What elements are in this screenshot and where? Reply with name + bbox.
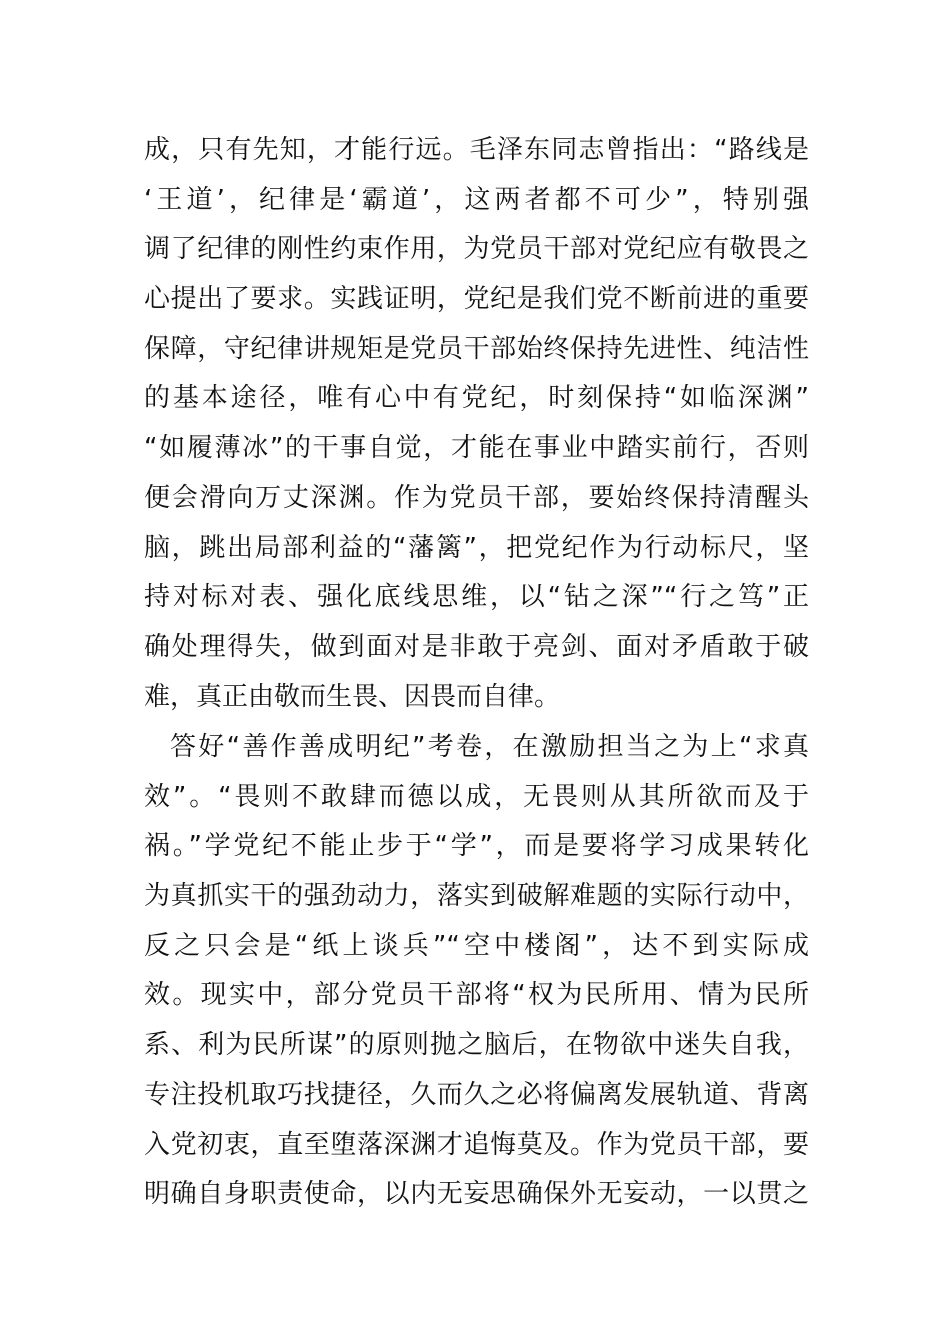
paragraph-1 xyxy=(144,126,809,722)
paragraph-1-line: 调了纪律的刚性约束作用，为党员干部对党纪应有敬畏之 xyxy=(144,234,809,265)
paragraph-2-line: 专注投机取巧找捷径，久而久之必将偏离发展轨道、背离 xyxy=(144,1079,809,1110)
paragraph-2-line: 反之只会是“纸上谈兵”“空中楼阁”，达不到实际成 xyxy=(144,930,809,961)
paragraph-1-line: 的基本途径，唯有心中有党纪，时刻保持“如临深渊” xyxy=(144,383,809,414)
paragraph-1-line: 心提出了要求。实践证明，党纪是我们党不断前进的重要 xyxy=(144,284,809,315)
paragraph-1-line: 保障，守纪律讲规矩是党员干部始终保持先进性、纯洁性 xyxy=(144,333,809,364)
paragraph-2-line: 答好“善作善成明纪”考卷，在激励担当之为上“求真 xyxy=(170,732,809,762)
paragraph-2-line: 为真抓实干的强劲动力，落实到破解难题的实际行动中， xyxy=(144,881,809,912)
paragraph-1-line: 成，只有先知，才能行远。毛泽东同志曾指出：“路线是 xyxy=(144,135,809,165)
paragraph-2-line: 入党初衷，直至堕落深渊才追悔莫及。作为党员干部，要 xyxy=(144,1129,809,1160)
paragraph-1-line: 持对标对表、强化底线思维，以“钻之深”“行之笃”正 xyxy=(144,582,809,613)
paragraph-1-line: ‘王道’，纪律是‘霸道’，这两者都不可少”，特别强 xyxy=(144,184,809,215)
paragraph-1-line: 难，真正由敬而生畏、因畏而自律。 xyxy=(144,681,561,712)
paragraph-2 xyxy=(144,723,809,1220)
paragraph-2-line: 明确自身职责使命，以内无妄思确保外无妄动，一以贯之 xyxy=(144,1179,809,1210)
paragraph-1-line: “如履薄冰”的干事自觉，才能在事业中踏实前行，否则 xyxy=(144,433,809,464)
paragraph-1-line: 确处理得失，做到面对是非敢于亮剑、面对矛盾敢于破 xyxy=(144,631,809,662)
paragraph-2-line: 效”。“畏则不敢肆而德以成，无畏则从其所欲而及于 xyxy=(144,781,809,812)
paragraph-2-line: 祸。”学党纪不能止步于“学”，而是要将学习成果转化 xyxy=(144,831,809,862)
paragraph-2-line: 系、利为民所谋”的原则抛之脑后，在物欲中迷失自我， xyxy=(144,1030,809,1061)
paragraph-1-line: 便会滑向万丈深渊。作为党员干部，要始终保持清醒头 xyxy=(144,482,809,513)
paragraph-1-line: 脑，跳出局部利益的“藩篱”，把党纪作为行动标尺，坚 xyxy=(144,532,809,563)
paragraph-2-line: 效。现实中，部分党员干部将“权为民所用、情为民所 xyxy=(144,980,809,1011)
